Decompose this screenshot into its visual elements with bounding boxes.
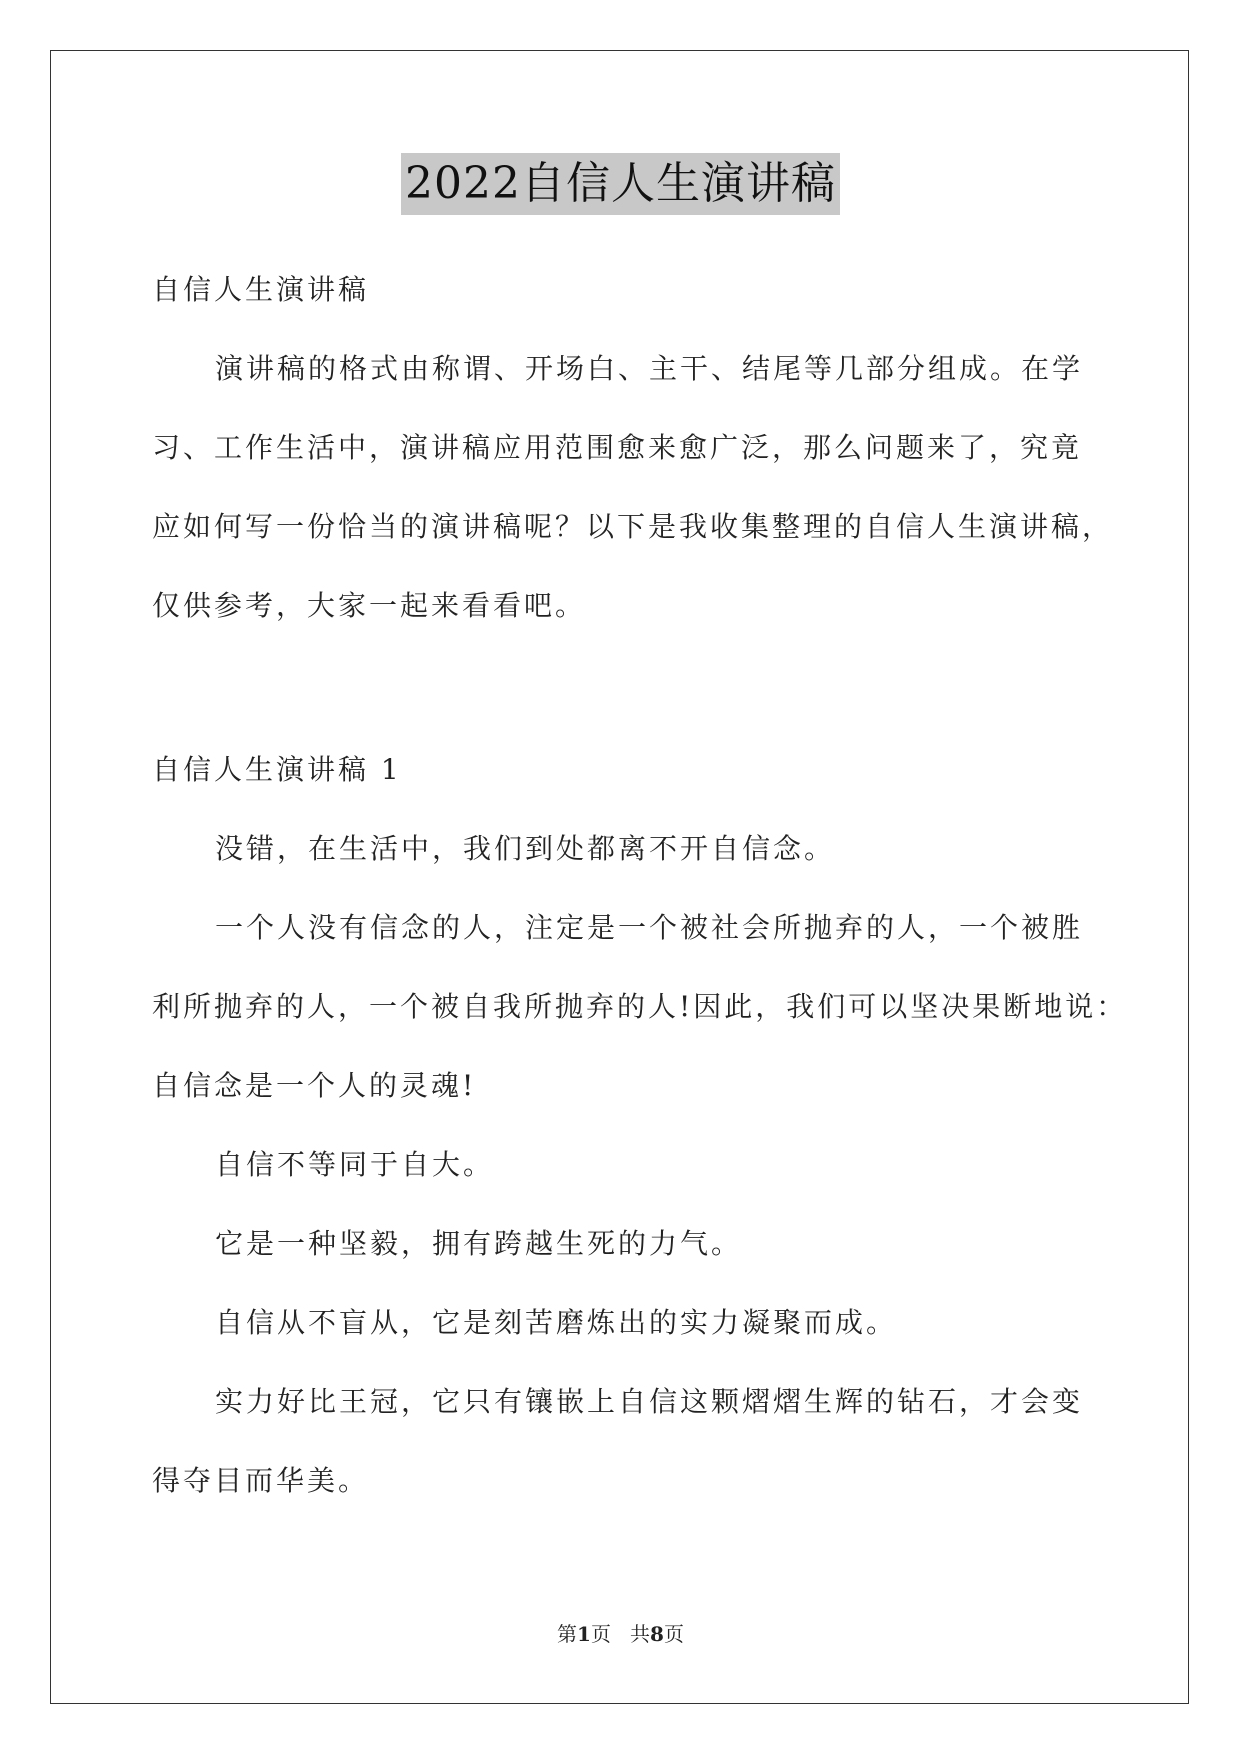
page-footer [0,1618,1241,1647]
page-number: 1 [577,1622,591,1646]
total-pages: 8 [650,1622,664,1646]
paragraph-line: 习、工作生活中，演讲稿应用范围愈来愈广泛，那么问题来了，究竟 [152,431,1083,464]
page-suffix: 页 [590,1622,611,1646]
section-heading: 自信人生演讲稿 [152,273,370,306]
section-heading: 自信人生演讲稿 1 [152,753,402,786]
paragraph-line: 自信不等同于自大。 [215,1148,495,1181]
page-prefix: 第 [557,1622,578,1646]
paragraph-line: 自信从不盲从，它是刻苦磨炼出的实力凝聚而成。 [215,1306,898,1339]
paragraph-line: 演讲稿的格式由称谓、开场白、主干、结尾等几部分组成。在学 [215,352,1084,385]
paragraph-line: 应如何写一份恰当的演讲稿呢？以下是我收集整理的自信人生演讲稿， [152,510,1114,543]
total-suffix: 页 [663,1622,684,1646]
paragraph-line: 实力好比王冠，它只有镶嵌上自信这颗熠熠生辉的钻石，才会变 [215,1385,1084,1418]
document-title: 2022自信人生演讲稿 [401,153,840,215]
paragraph-line: 自信念是一个人的灵魂! [152,1069,477,1102]
title-container [0,153,1241,215]
paragraph-line: 它是一种坚毅，拥有跨越生死的力气。 [215,1227,743,1260]
paragraph-line: 没错，在生活中，我们到处都离不开自信念。 [215,832,836,865]
paragraph-line: 一个人没有信念的人，注定是一个被社会所抛弃的人，一个被胜 [215,911,1084,944]
total-prefix: 共 [630,1622,651,1646]
paragraph-line: 得夺目而华美。 [152,1464,370,1497]
paragraph-line: 利所抛弃的人，一个被自我所抛弃的人!因此，我们可以坚决果断地说： [152,990,1128,1023]
paragraph-line: 仅供参考，大家一起来看看吧。 [152,589,587,622]
